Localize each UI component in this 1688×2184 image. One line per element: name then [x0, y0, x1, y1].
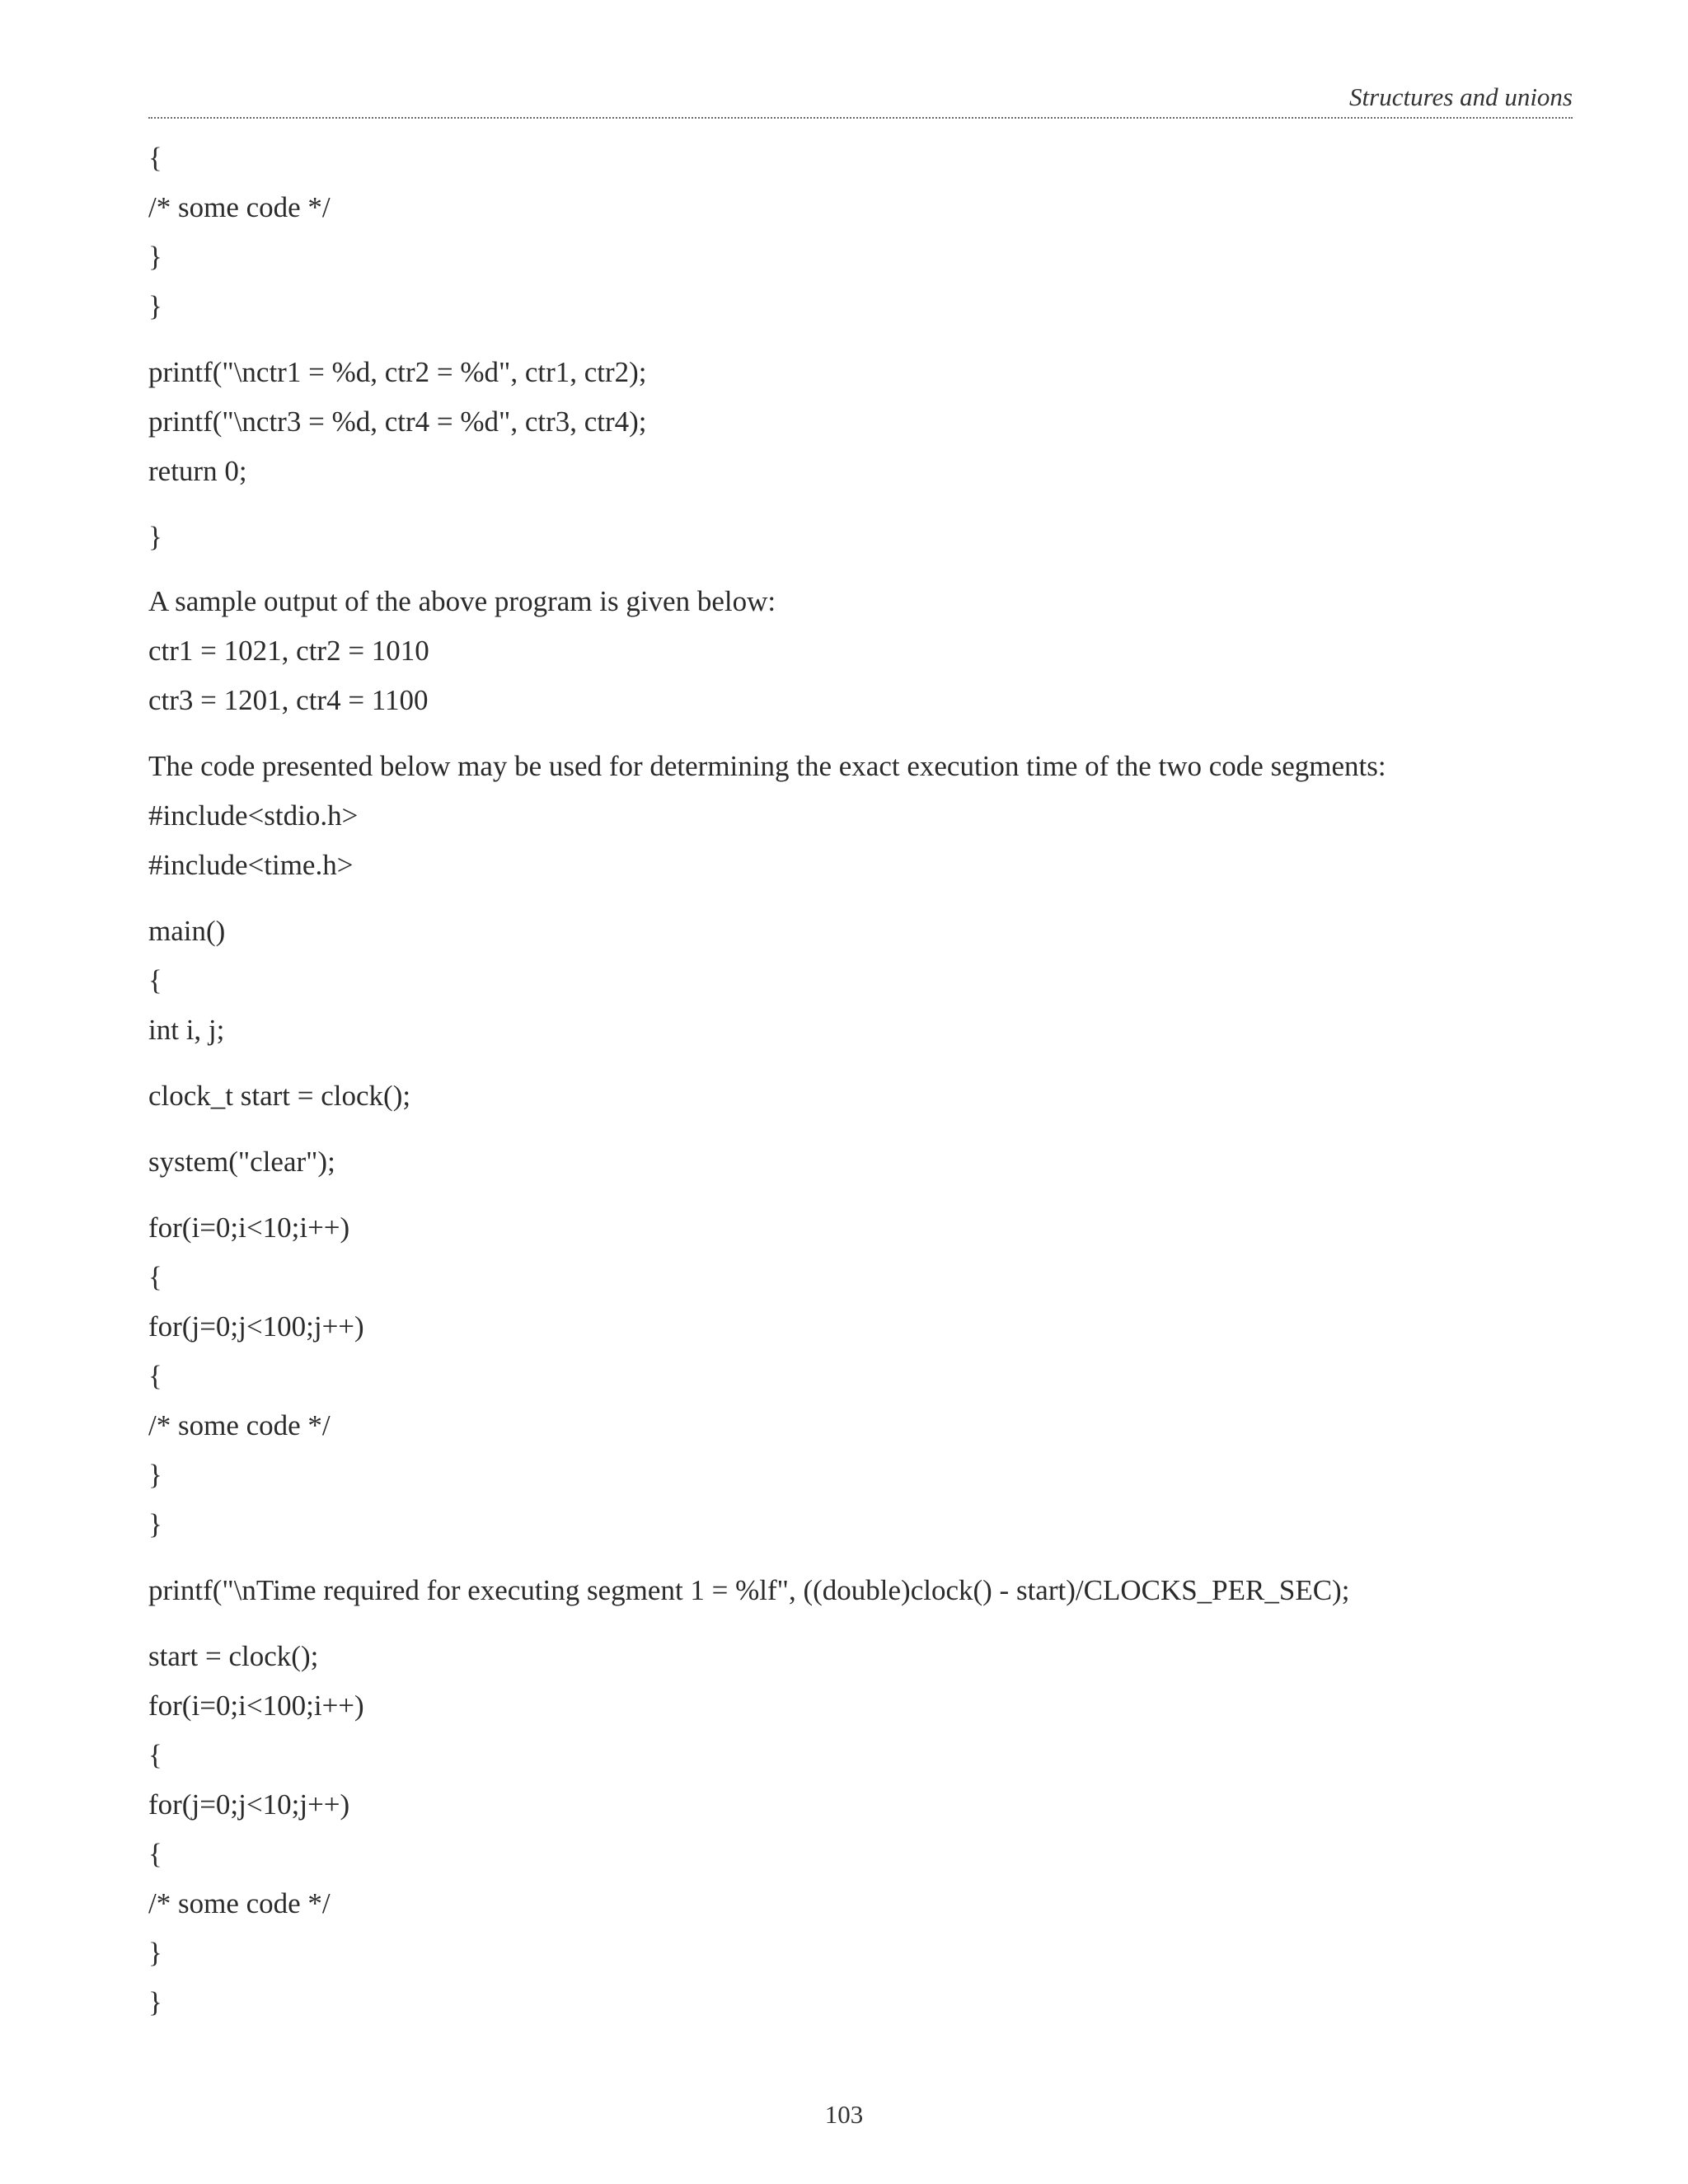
code-line: for(j=0;j<100;j++) — [148, 1310, 364, 1343]
body-paragraph: The code presented below may be used for determining the exact execution time of the two code segments: — [148, 750, 1386, 782]
code-line: int i, j; — [148, 1014, 225, 1046]
code-line: } — [148, 290, 162, 322]
code-line: main() — [148, 915, 226, 947]
output-line: ctr3 = 1201, ctr4 = 1100 — [148, 684, 429, 716]
code-line: for(j=0;j<10;j++) — [148, 1788, 350, 1821]
code-line: } — [148, 1459, 162, 1491]
code-line: } — [148, 241, 162, 273]
code-line: printf("\nctr1 = %d, ctr2 = %d", ctr1, ctr2); — [148, 356, 647, 388]
code-line: printf("\nctr3 = %d, ctr4 = %d", ctr3, ctr4); — [148, 405, 647, 438]
code-line: { — [148, 1838, 162, 1870]
code-line: system("clear"); — [148, 1146, 335, 1178]
code-line: return 0; — [148, 455, 247, 487]
code-line: { — [148, 964, 162, 996]
code-line: printf("\nTime required for executing segment 1 = %lf", ((double)clock() - start)/CLOCKS_PER_SEC); — [148, 1574, 1350, 1606]
code-line: { — [148, 1360, 162, 1392]
code-line: /* some code */ — [148, 1409, 331, 1441]
running-title: Structures and unions — [1349, 82, 1573, 111]
code-line: } — [148, 1986, 162, 2018]
code-line: #include<time.h> — [148, 849, 354, 881]
code-line: { — [148, 1261, 162, 1293]
code-line: clock_t start = clock(); — [148, 1080, 411, 1112]
code-line: } — [148, 1937, 162, 1969]
code-line: } — [148, 1508, 162, 1540]
code-line: #include<stdio.h> — [148, 799, 359, 832]
output-line: ctr1 = 1021, ctr2 = 1010 — [148, 635, 429, 667]
code-line: { — [148, 142, 162, 174]
page-number: 103 — [824, 2100, 864, 2129]
code-line: { — [148, 1739, 162, 1771]
code-line: for(i=0;i<10;i++) — [148, 1212, 350, 1244]
running-header — [148, 79, 1573, 119]
code-line: /* some code */ — [148, 191, 331, 223]
code-line: } — [148, 521, 162, 553]
code-line: for(i=0;i<100;i++) — [148, 1690, 364, 1722]
code-line: /* some code */ — [148, 1887, 331, 1919]
code-line: start = clock(); — [148, 1640, 319, 1672]
body-paragraph: A sample output of the above program is given below: — [148, 585, 776, 617]
